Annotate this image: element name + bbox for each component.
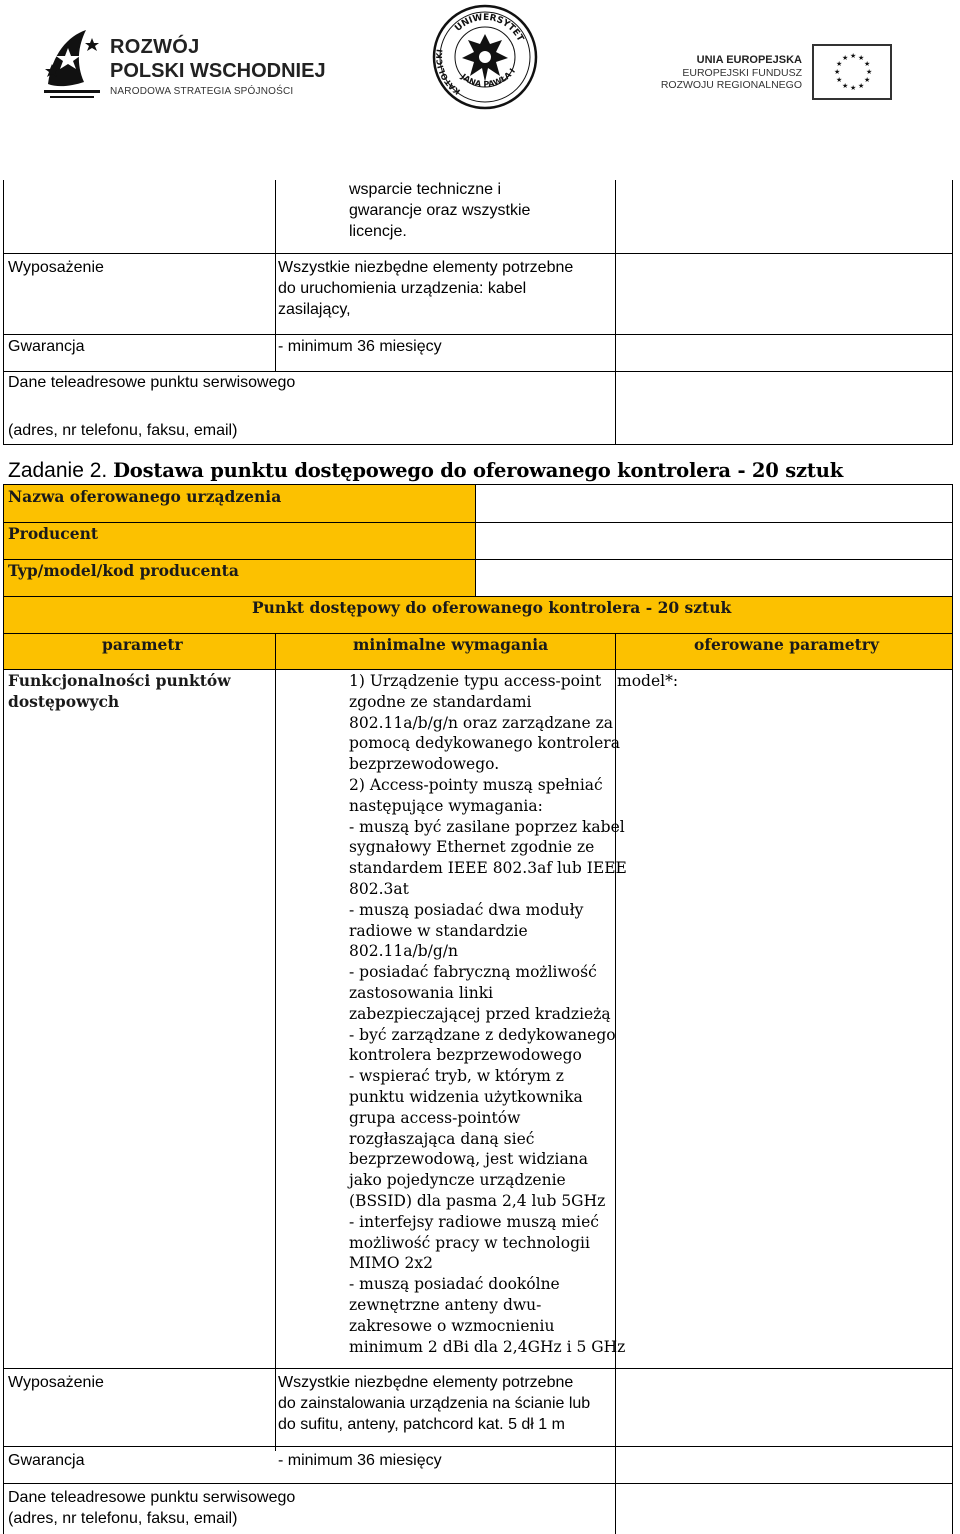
svg-text:★: ★ [842, 54, 849, 62]
offer-model-input[interactable] [680, 671, 950, 695]
svg-text:★: ★ [842, 82, 849, 90]
section2-title [8, 458, 843, 484]
producer-input-cell[interactable] [477, 524, 951, 558]
requirement-line: następujące wymagania: [349, 796, 543, 815]
column-header-min-requirements: minimalne wymagania [353, 635, 549, 654]
field-label-device-name: Nazwa oferowanego urządzenia [8, 487, 282, 506]
requirement-line: możliwość pracy w technologii [349, 1233, 590, 1252]
requirement-line: sygnałowy Ethernet zgodnie ze [349, 838, 595, 857]
table1-warranty-value: - minimum 36 miesięcy [278, 338, 442, 355]
requirement-line: 802.3at [349, 880, 409, 898]
svg-text:★: ★ [864, 76, 871, 84]
table2-service-sublabel: (adres, nr telefonu, faksu, email) [8, 1510, 238, 1527]
table2-equipment-value: do zainstalowania urządzenia na ścianie lub [278, 1395, 591, 1412]
requirement-line: zakresowe o wzmocnieniu [349, 1316, 555, 1335]
logo-line-2: POLSKI WSCHODNIEJ [110, 60, 326, 82]
table1-equipment-value: zasilający, [278, 301, 351, 318]
logo-line-3: NARODOWA STRATEGIA SPÓJNOŚCI [110, 86, 294, 97]
requirement-line: punktu widzenia użytkownika [349, 1088, 583, 1106]
requirement-line: bezprzewodową, jest widziana [349, 1150, 588, 1169]
field-label-producer: Producent [8, 524, 98, 543]
requirement-line: - muszą posiadać dookólne [349, 1275, 560, 1294]
eu-line-3: ROZWOJU REGIONALNEGO [660, 79, 802, 91]
svg-text:★: ★ [836, 76, 843, 84]
section2-title-rest: Dostawa punktu dostępowego do oferowanego kontrolera - 20 sztuk [113, 459, 844, 482]
func-label: Funkcjonalności punktów [8, 671, 231, 690]
requirement-line: jako pojedyncze urządzenie [349, 1171, 566, 1190]
requirement-line: - interfejsy radiowe muszą mieć [349, 1212, 599, 1231]
requirement-line: (BSSID) dla pasma 2,4 lub 5GHz [349, 1192, 606, 1210]
svg-text:★: ★ [866, 68, 873, 76]
model-input-cell[interactable] [477, 561, 951, 595]
table2-equipment-value: Wszystkie niezbędne elementy potrzebne [278, 1374, 574, 1391]
column-header-offered: oferowane parametry [694, 635, 879, 654]
requirement-line: standardem IEEE 802.3af lub IEEE [349, 859, 627, 878]
device-name-input-cell[interactable] [477, 486, 951, 521]
requirement-line: zabezpieczającej przed kradzieżą [349, 1004, 611, 1023]
table1-cont-line: gwarancje oraz wszystkie [349, 202, 531, 219]
table1-equipment-value: do uruchomienia urządzenia: kabel [278, 280, 527, 297]
table1-service-sublabel: (adres, nr telefonu, faksu, email) [8, 422, 238, 439]
stars-figure-icon [38, 24, 106, 102]
page-header [0, 0, 960, 180]
requirement-line: 1) Urządzenie typu access-point [349, 672, 602, 690]
eu-logo [660, 40, 894, 100]
section2-title-prefix: Zadanie 2. [8, 459, 108, 482]
requirement-line: - posiadać fabryczną możliwość [349, 963, 597, 982]
offer-model-label: model*: [617, 672, 679, 690]
table1-service-label: Dane teleadresowe punktu serwisowego [8, 374, 296, 391]
table1-cont-line: wsparcie techniczne i [349, 181, 502, 198]
table2-warranty-label: Gwarancja [8, 1452, 85, 1469]
svg-text:★: ★ [864, 60, 871, 68]
requirement-line: kontrolera bezprzewodowego [349, 1046, 582, 1065]
table1-equipment-value: Wszystkie niezbędne elementy potrzebne [278, 259, 574, 276]
table1-equipment-label: Wyposażenie [8, 259, 104, 276]
product-header: Punkt dostępowy do oferowanego kontrolera - 20 sztuk [252, 598, 732, 617]
requirement-line: MIMO 2x2 [349, 1254, 433, 1273]
table2-equipment-value: do sufitu, anteny, patchcord kat. 5 dł 1 m [278, 1416, 565, 1433]
requirement-line: zastosowania linki [349, 984, 494, 1002]
logo-line-1: ROZWÓJ [110, 36, 200, 58]
eu-line-2: EUROPEJSKI FUNDUSZ [682, 67, 802, 79]
func-label: dostępowych [8, 692, 120, 711]
requirement-line: grupa access-pointów [349, 1108, 521, 1127]
university-seal-icon [432, 4, 538, 110]
requirement-line: 802.11a/b/g/n [349, 942, 458, 961]
table2-warranty-value: - minimum 36 miesięcy [278, 1452, 442, 1469]
svg-text:★: ★ [834, 68, 841, 76]
requirement-line: - być zarządzane z dedykowanego [349, 1025, 616, 1044]
requirement-line: zewnętrzne anteny dwu- [349, 1296, 542, 1314]
table2-equipment-label: Wyposażenie [8, 1374, 104, 1391]
rozwoj-polski-wschodniej-logo [38, 24, 328, 104]
seal-bottom-text: JANA PAWŁA I [459, 66, 517, 89]
requirement-line: zgodne ze standardami [349, 692, 532, 711]
svg-text:★: ★ [858, 82, 865, 90]
requirement-line: rozgłaszająca daną sieć [349, 1129, 535, 1148]
requirement-line: - wspierać tryb, w którym z [349, 1067, 564, 1086]
table1-warranty-label: Gwarancja [8, 338, 85, 355]
svg-text:★: ★ [836, 60, 843, 68]
svg-text:★: ★ [850, 52, 857, 60]
requirement-line: 2) Access-pointy muszą spełniać [349, 776, 603, 794]
table1-cont-line: licencje. [349, 223, 407, 240]
requirement-line: bezprzewodowego. [349, 755, 500, 774]
field-label-model: Typ/model/kod producenta [8, 561, 239, 580]
svg-text:★: ★ [858, 54, 865, 62]
svg-text:★: ★ [850, 84, 857, 92]
requirement-line: minimum 2 dBi dla 2,4GHz i 5 GHz [349, 1337, 626, 1356]
requirement-line: - muszą posiadać dwa moduły [349, 900, 584, 919]
eu-line-1: UNIA EUROPEJSKA [696, 54, 802, 66]
requirement-line: 802.11a/b/g/n oraz zarządzane za [349, 713, 614, 732]
seal-top-text: UNIWERSYTET [453, 12, 526, 44]
requirement-line: - muszą być zasilane poprzez kabel [349, 817, 625, 836]
eu-flag-icon [812, 44, 892, 100]
column-header-parameter: parametr [102, 635, 183, 654]
requirement-line: radiowe w standardzie [349, 921, 528, 940]
seal-left-text: KATOLICKI [434, 48, 462, 97]
requirement-line: pomocą dedykowanego kontrolera [349, 734, 620, 753]
table2-service-label: Dane teleadresowe punktu serwisowego [8, 1489, 296, 1506]
